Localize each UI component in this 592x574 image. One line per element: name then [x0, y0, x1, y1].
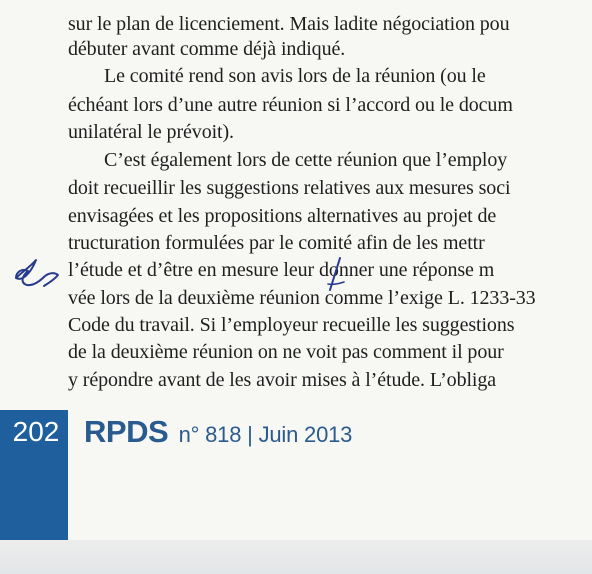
body-line: débuter avant comme déjà indiqué.: [68, 38, 346, 60]
journal-issue: n° 818 | Juin 2013: [178, 422, 353, 447]
handwritten-correction-mark: [320, 254, 350, 294]
body-line: vée lors de la deuxième réunion comme l’exige L. 1233-33: [68, 287, 536, 309]
body-line: échéant lors d’une autre réunion si l’accord ou le docum: [68, 94, 513, 116]
journal-name: RPDS: [84, 414, 169, 449]
body-line: l’étude et d’être en mesure leur donner une réponse m: [68, 259, 495, 281]
page-number: 202: [12, 416, 60, 447]
handwritten-margin-note: [6, 242, 66, 302]
body-line: envisagées et les propositions alternatives au projet de: [68, 205, 497, 227]
body-line: de la deuxième réunion on ne voit pas comment il pour: [68, 341, 504, 363]
body-line: tructuration formulées par le comité afin de les mettr: [68, 232, 485, 254]
body-line: unilatéral le prévoit).: [68, 121, 234, 143]
body-line: Code du travail. Si l’employeur recueille les suggestions: [68, 314, 515, 336]
body-line: doit recueillir les suggestions relatives aux mesures soci: [68, 177, 511, 199]
journal-footer: [84, 412, 352, 458]
body-line: sur le plan de licenciement. Mais ladite négociation pou: [68, 13, 510, 35]
body-line: y répondre avant de les avoir mises à l’étude. L’obliga: [68, 369, 497, 391]
body-line: Le comité rend son avis lors de la réunion (ou le: [104, 65, 486, 87]
scan-edge: [0, 540, 592, 574]
body-line: C’est également lors de cette réunion que l’employ: [104, 149, 508, 171]
